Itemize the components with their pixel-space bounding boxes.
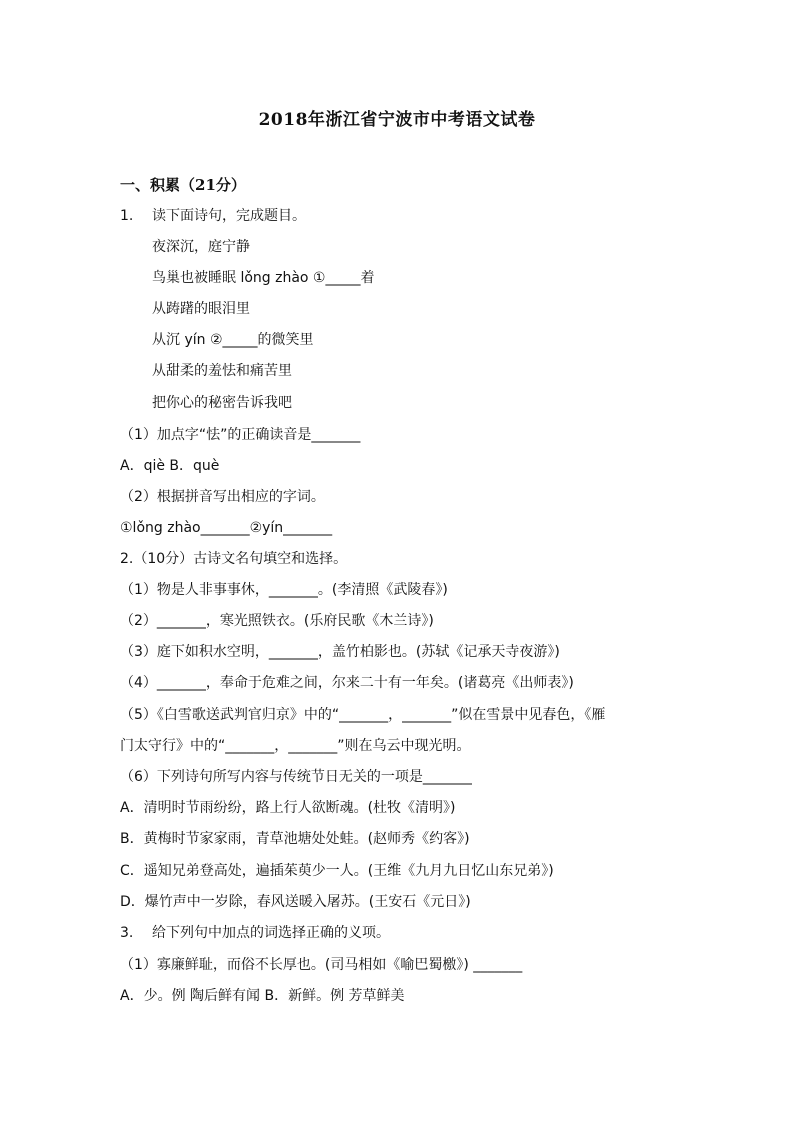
question-2-item: （6）下列诗句所写内容与传统节日无关的一项是_______ (120, 769, 472, 785)
question-2-prompt: 2.（10分）古诗文名句填空和选择。 (120, 551, 348, 567)
question-3-number: 3. (120, 925, 134, 941)
question-1-number: 1. (120, 208, 134, 224)
poem-line: 把你心的秘密告诉我吧 (152, 395, 292, 411)
poem-line: 从沉 yín ②_____的微笑里 (152, 332, 314, 348)
question-1-sub1: （1）加点字“怯”的正确读音是_______ (120, 427, 361, 443)
question-2-item: （5）《白雪歌送武判官归京》中的“_______，_______”似在雪景中见春色，《雁 (120, 707, 606, 723)
page-title: 2018年浙江省宁波市中考语文试卷 (258, 110, 536, 130)
question-2-item: （2）_______，寒光照铁衣。(乐府民歌《木兰诗》) (120, 613, 434, 629)
question-3-sub1: （1）寡廉鲜耻，而俗不长厚也。(司马相如《喻巴蜀檄》) _______ (120, 957, 523, 973)
question-2-option: D．爆竹声中一岁除，春风送暖入屠苏。(王安石《元日》) (120, 894, 471, 910)
question-1-sub2: （2）根据拼音写出相应的字词。 (120, 489, 325, 505)
question-2-item: （4）_______，奉命于危难之间，尔来二十有一年矣。(诸葛亮《出师表》) (120, 675, 574, 691)
question-2-option: B．黄梅时节家家雨，青草池塘处处蛙。(赵师秀《约客》) (120, 831, 470, 847)
question-3-prompt: 给下列句中加点的词选择正确的义项。 (152, 925, 390, 941)
question-1-sub1-options: A．qiè B．què (120, 458, 220, 474)
question-1-prompt: 读下面诗句，完成题目。 (152, 208, 306, 224)
poem-line: 从甜柔的羞怯和痛苦里 (152, 363, 292, 379)
question-2-item: （3）庭下如积水空明，_______，盖竹柏影也。(苏轼《记承天寺夜游》) (120, 644, 560, 660)
question-3-sub1-options: A．少。例 陶后鲜有闻 B．新鲜。例 芳草鲜美 (120, 988, 405, 1004)
poem-line: 鸟巢也被睡眠 lǒng zhào ①_____着 (152, 270, 375, 286)
question-2-option: A．清明时节雨纷纷，路上行人欲断魂。(杜牧《清明》) (120, 800, 456, 816)
question-2-item: （1）物是人非事事休，_______。(李清照《武陵春》) (120, 582, 448, 598)
poem-line: 夜深沉，庭宁静 (152, 239, 250, 255)
section-heading: 一、积累（21分） (120, 176, 246, 194)
question-1-sub2-blanks: ①lǒng zhào_______②yín_______ (120, 520, 333, 536)
question-2-option: C．遥知兄弟登高处，遍插茱萸少一人。(王维《九月九日忆山东兄弟》) (120, 863, 554, 879)
question-2-item: 门太守行》中的“_______，_______”则在乌云中现光明。 (120, 738, 471, 754)
poem-line: 从踌躇的眼泪里 (152, 301, 250, 317)
